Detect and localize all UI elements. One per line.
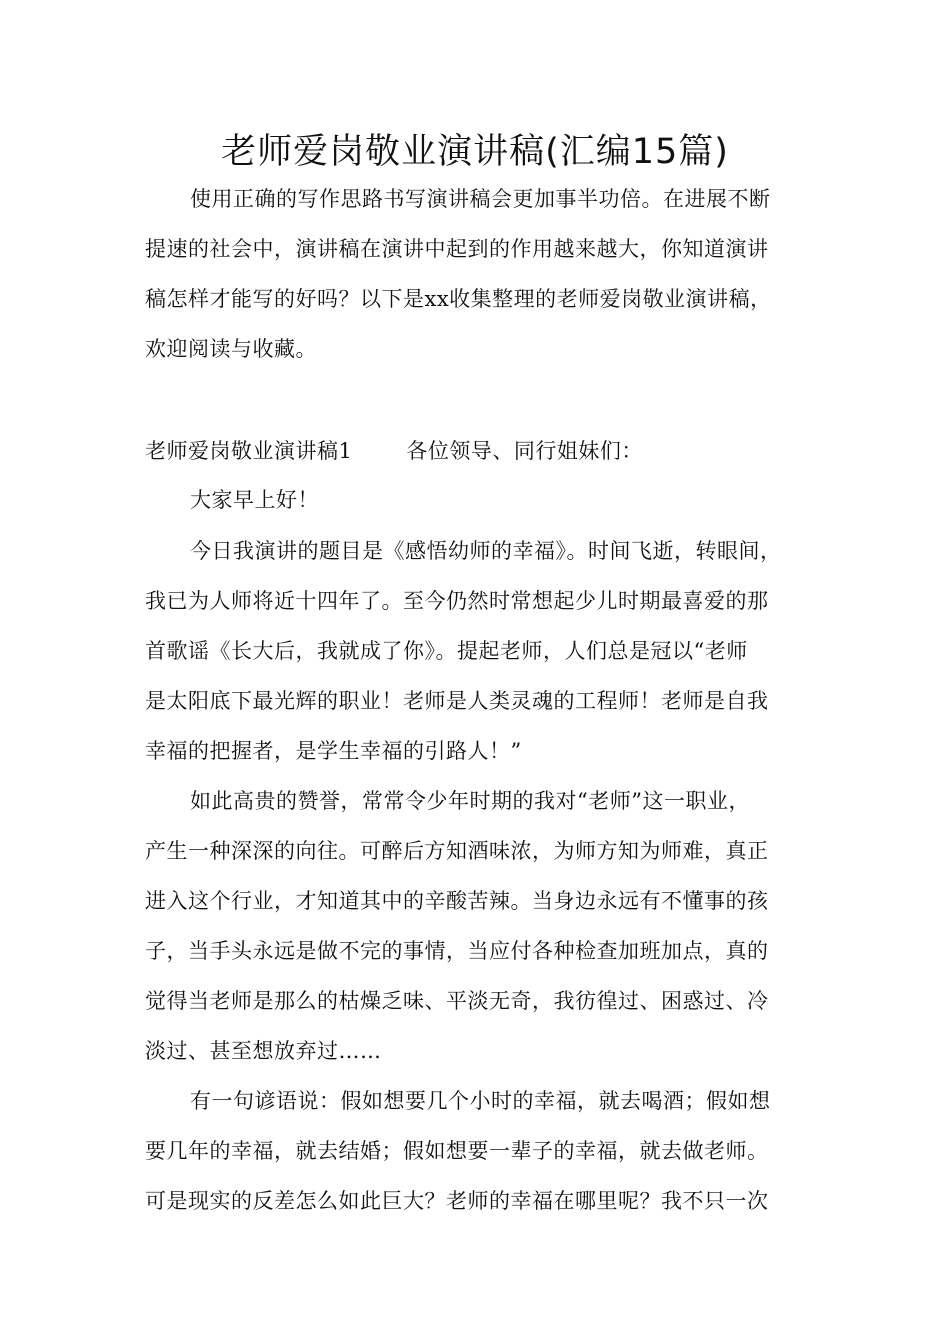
body-line: 产生一种深深的向往。可醉后方知酒味浓，为师方知为师难，真正 <box>145 839 769 863</box>
body-line: 首歌谣《长大后，我就成了你》。提起老师，人们总是冠以“老师 <box>145 639 748 663</box>
intro-line: 欢迎阅读与收藏。 <box>145 337 317 361</box>
body-line: 淡过、甚至想放弃过…… <box>145 1039 382 1063</box>
body-line: 幸福的把握者，是学生幸福的引路人！” <box>145 739 522 763</box>
body-line: 可是现实的反差怎么如此巨大？老师的幸福在哪里呢？我不只一次 <box>145 1189 769 1213</box>
body-line: 我已为人师将近十四年了。至今仍然时常想起少儿时期最喜爱的那 <box>145 589 769 613</box>
body-line: 有一句谚语说：假如想要几个小时的幸福，就去喝酒；假如想 <box>190 1089 771 1113</box>
intro-line: 稿怎样才能写的好吗？以下是xx收集整理的老师爱岗敬业演讲稿， <box>145 287 772 311</box>
section-heading-line <box>145 436 643 466</box>
document-title: 老师爱岗敬业演讲稿(汇编15篇) <box>221 132 729 172</box>
intro-line: 使用正确的写作思路书写演讲稿会更加事半功倍。在进展不断 <box>190 187 771 211</box>
body-line: 今日我演讲的题目是《感悟幼师的幸福》。时间飞逝，转眼间， <box>190 539 782 563</box>
body-line: 大家早上好！ <box>190 488 319 512</box>
body-line: 如此高贵的赞誉，常常令少年时期的我对“老师”这一职业， <box>190 789 750 813</box>
body-line: 要几年的幸福，就去结婚；假如想要一辈子的幸福，就去做老师。 <box>145 1139 769 1163</box>
section-heading: 老师爱岗敬业演讲稿1 <box>145 439 353 463</box>
body-line: 是太阳底下最光辉的职业！老师是人类灵魂的工程师！老师是自我 <box>145 689 769 713</box>
body-line: 觉得当老师是那么的枯燥乏味、平淡无奇，我彷徨过、困惑过、冷 <box>145 989 769 1013</box>
salutation: 各位领导、同行姐妹们： <box>406 439 643 463</box>
body-line: 进入这个行业，才知道其中的辛酸苦辣。当身边永远有不懂事的孩 <box>145 889 769 913</box>
intro-line: 提速的社会中，演讲稿在演讲中起到的作用越来越大，你知道演讲 <box>145 237 769 261</box>
body-line: 子，当手头永远是做不完的事情，当应付各种检查加班加点，真的 <box>145 939 769 963</box>
